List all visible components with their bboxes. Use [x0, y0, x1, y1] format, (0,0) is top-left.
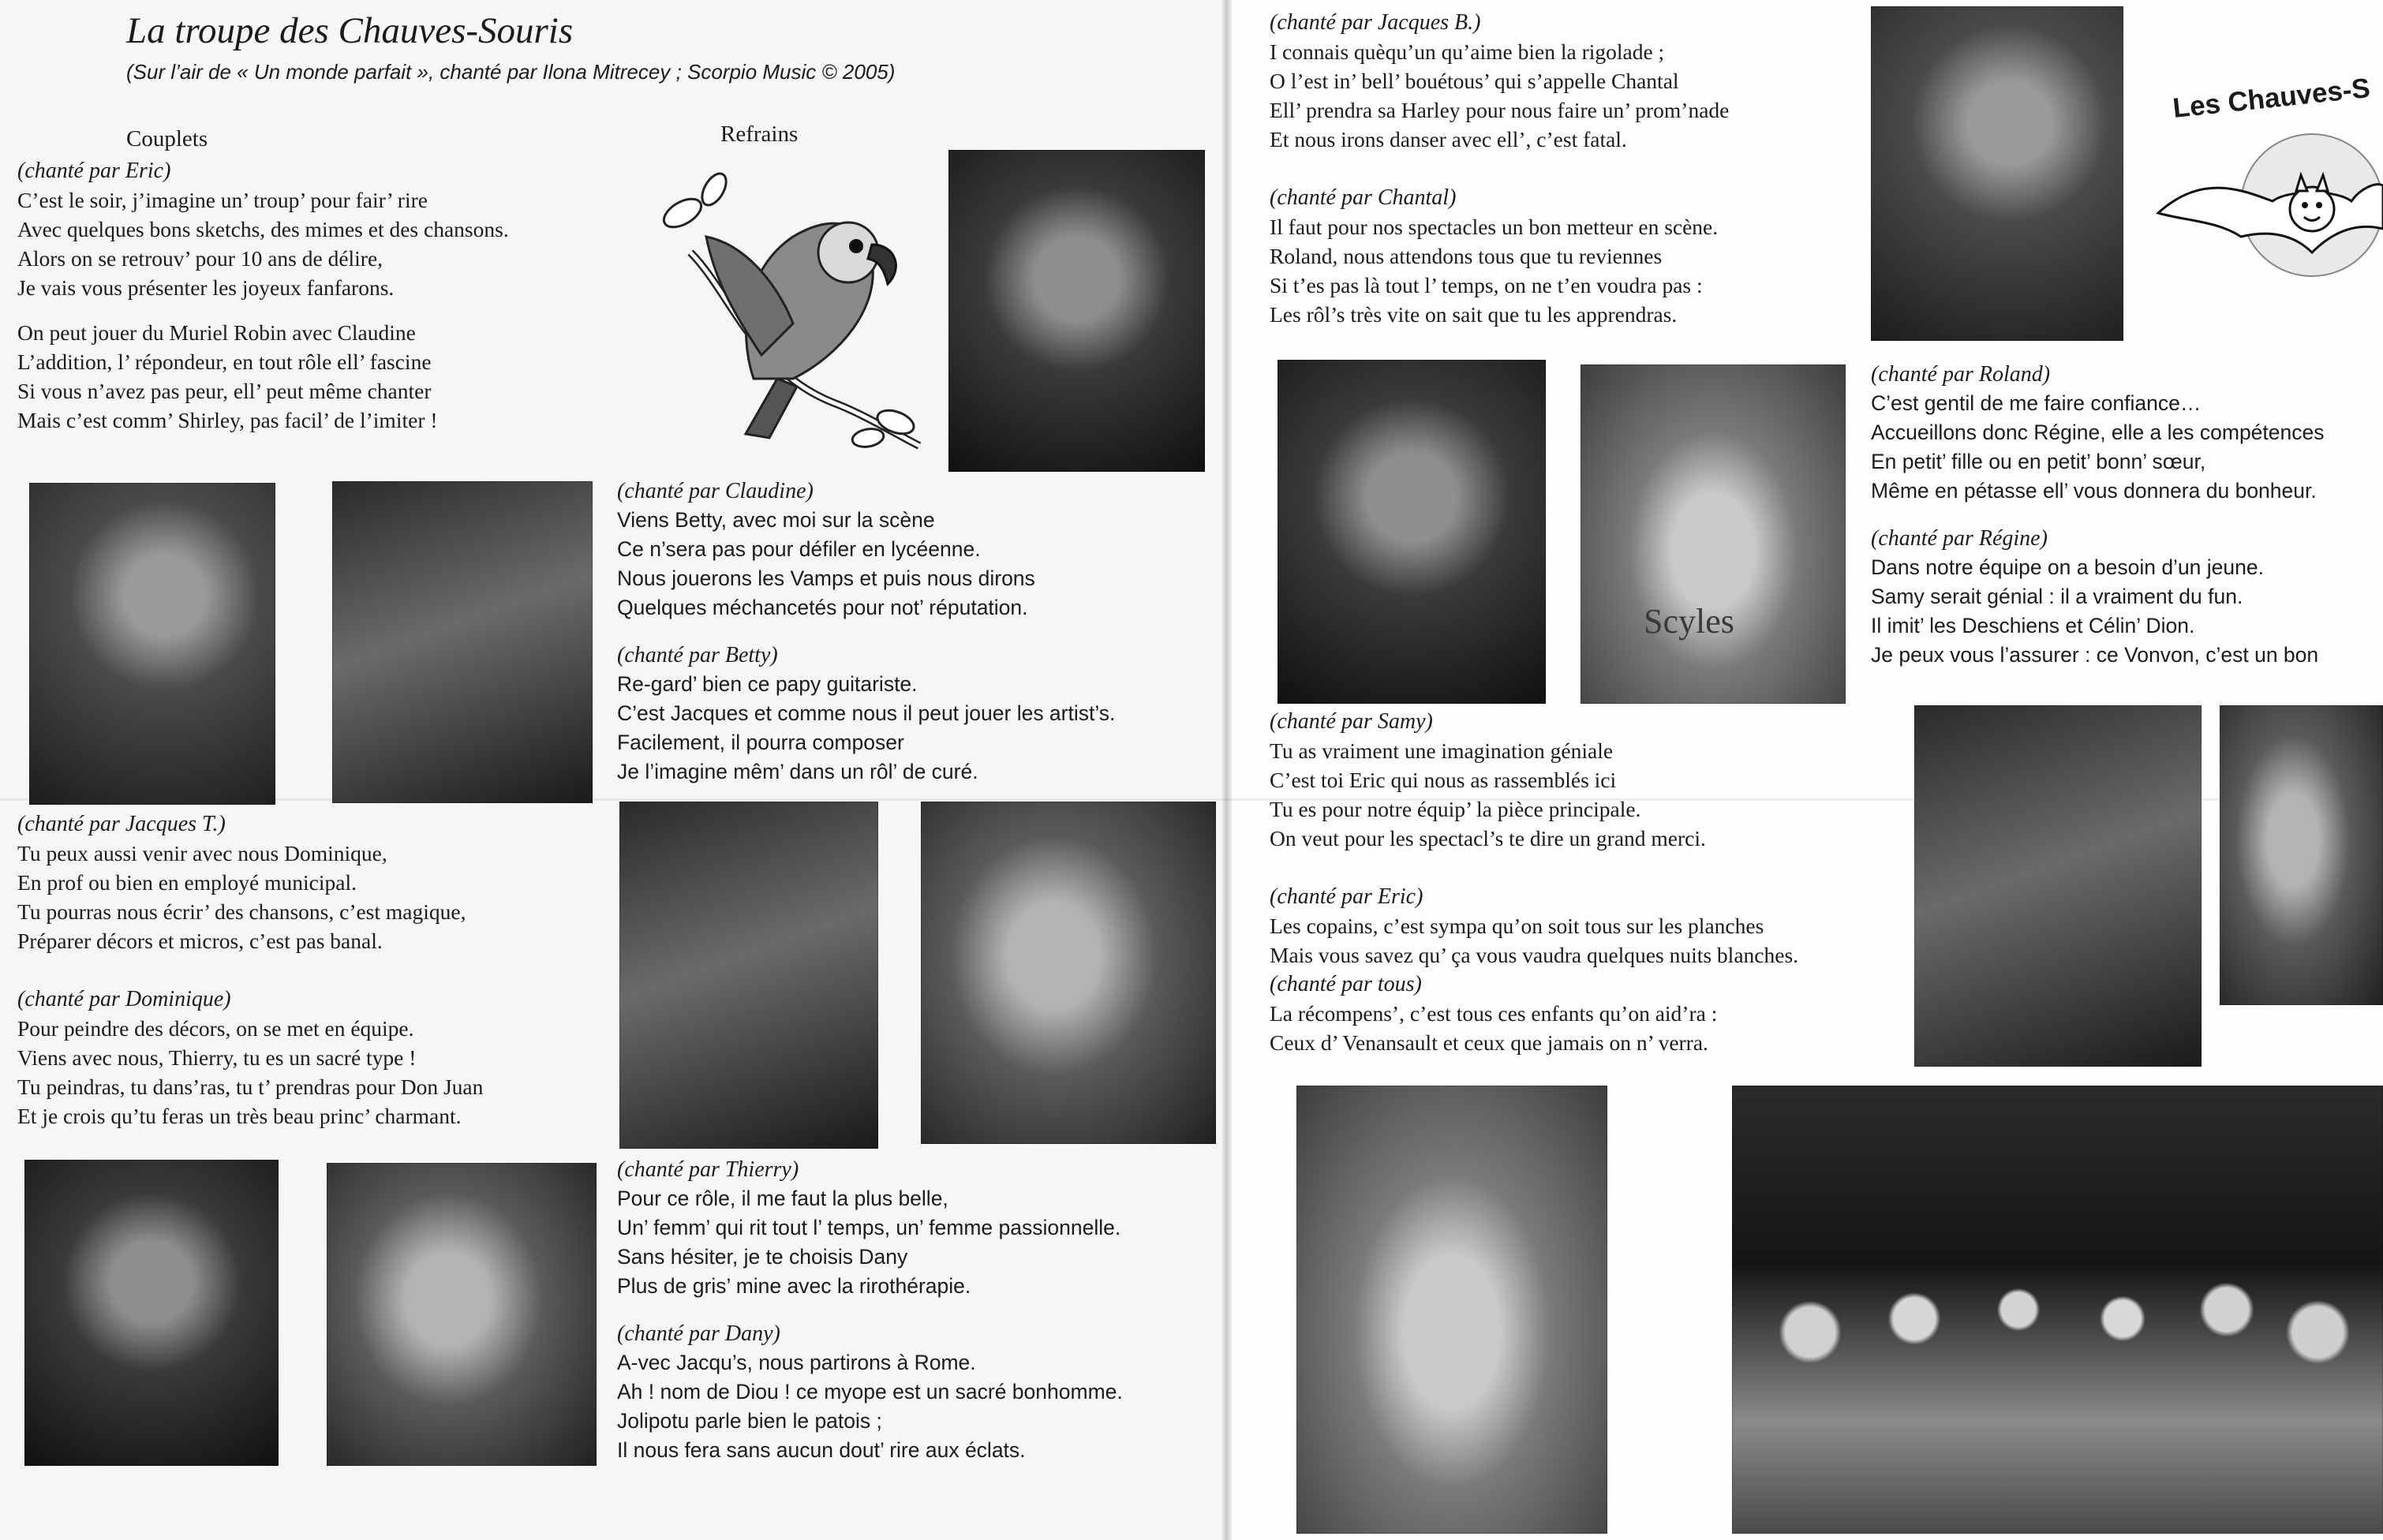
lyric-line: On peut jouer du Muriel Robin avec Claudine [17, 320, 416, 345]
lyric-line: Tu peindras, tu dans’ras, tu t’ prendras pour Don Juan [17, 1075, 484, 1099]
singer-label: (chanté par Jacques B.) [1270, 10, 1481, 35]
refrain-regine [1871, 524, 2318, 670]
lyric-line: Nous jouerons les Vamps et puis nous dirons [617, 566, 1035, 590]
lyric-line: Tu es pour notre équip’ la pièce principale. [1270, 797, 1641, 821]
singer-label: (chanté par Dany) [617, 1321, 780, 1346]
lyric-line: Il faut pour nos spectacles un bon metteur en scène. [1270, 215, 1719, 239]
refrain-roland [1871, 360, 2325, 506]
photo-jacques-b-phone [1871, 6, 2123, 341]
lyric-line: Mais c’est comm’ Shirley, pas facil’ de l’imiter ! [17, 408, 438, 432]
photo-chantal [1278, 360, 1546, 704]
refrain-dany [617, 1319, 1123, 1465]
refrain-betty [617, 641, 1115, 787]
lyric-line: Les copains, c’est sympa qu’on soit tous sur les planches [1270, 914, 1764, 938]
lyric-line: Dans notre équipe on a besoin d’un jeune. [1871, 555, 2264, 579]
lyric-line: A-vec Jacqu’s, nous partirons à Rome. [617, 1351, 976, 1374]
photo-jacques-t [332, 481, 593, 803]
lyric-line: Je l’imagine mêm’ dans un rôl’ de curé. [617, 760, 978, 783]
lyric-line: C’est le soir, j’imagine un’ troup’ pour fair’ rire [17, 188, 428, 212]
singer-label: (chanté par Dominique) [17, 987, 231, 1011]
couplet-eric-final [1270, 882, 1798, 1057]
lyric-line: Ah ! nom de Diou ! ce myope est un sacré bonhomme. [617, 1380, 1123, 1404]
singer-label: (chanté par tous) [1270, 972, 1422, 996]
photo-troupe-group [1732, 1086, 2383, 1534]
lyric-line: C’est Jacques et comme nous il peut jouer les artist’s. [617, 701, 1116, 725]
lyric-line: Facilement, il pourra composer [617, 731, 904, 754]
lyric-line: Pour ce rôle, il me faut la plus belle, [617, 1187, 948, 1210]
photo-claudine [948, 150, 1205, 472]
lyric-line: Samy serait génial : il a vraiment du fun. [1871, 585, 2243, 608]
lyric-line: Ce n’sera pas pour défiler en lycéenne. [617, 537, 981, 561]
lyric-line: Tu as vraiment une imagination géniale [1270, 738, 1614, 763]
page-subtitle: (Sur l’air de « Un monde parfait », chanté par Ilona Mitrecey ; Scorpio Music © 2005) [126, 60, 896, 84]
lyric-line: En prof ou bien en employé municipal. [17, 870, 357, 895]
lyric-line: C’est toi Eric qui nous as rassemblés ici [1270, 768, 1617, 792]
couplet-eric [17, 156, 509, 435]
lyric-line: Un’ femm’ qui rit tout l’ temps, un’ femme passionnelle. [617, 1216, 1121, 1239]
refrain-claudine [617, 477, 1035, 622]
lyric-line: Préparer décors et micros, c’est pas banal. [17, 929, 383, 953]
photo-jacques-b [327, 1163, 597, 1466]
lyric-line: On veut pour les spectacl’s te dire un grand merci. [1270, 826, 1706, 850]
tshirt-print: Scyles [1644, 602, 1734, 641]
lyric-line: Viens Betty, avec moi sur la scène [617, 508, 935, 532]
lyric-line: O l’est in’ bell’ bouétous’ qui s’appelle Chantal [1270, 69, 1679, 93]
photo-roland [1914, 705, 2202, 1067]
photo-dany [921, 802, 1216, 1144]
lyric-line: C’est gentil de me faire confiance… [1871, 391, 2202, 415]
singer-label: (chanté par Claudine) [617, 479, 814, 503]
couplet-dominique [17, 985, 483, 1131]
couplet-jacques-t [17, 809, 466, 955]
lyric-line: Tu pourras nous écrir’ des chansons, c’est magique, [17, 899, 466, 924]
singer-label: (chanté par Samy) [1270, 709, 1433, 734]
singer-label: (chanté par Chantal) [1270, 185, 1457, 210]
bat-logo-icon [2154, 126, 2383, 284]
lyric-line: Avec quelques bons sketchs, des mimes et des chansons. [17, 217, 509, 241]
lyric-line: Et nous irons danser avec ell’, c’est fatal. [1270, 127, 1627, 151]
lyric-line: Ceux d’ Venansault et ceux que jamais on n’ verra. [1270, 1030, 1708, 1055]
lyric-line: Plus de gris’ mine avec la rirothérapie. [617, 1274, 971, 1298]
column-heading-refrains: Refrains [720, 121, 799, 147]
page-title: La troupe des Chauves-Souris [126, 10, 574, 51]
parrot-illustration [659, 166, 927, 450]
troupe-logo-text: Les Chauves-S [2171, 72, 2372, 125]
lyric-line: Sans hésiter, je te choisis Dany [617, 1245, 908, 1269]
lyric-line: Accueillons donc Régine, elle a les compétences [1871, 421, 2325, 444]
lyric-line: Jolipotu parle bien le patois ; [617, 1409, 882, 1433]
photo-samy [1581, 364, 1846, 704]
column-heading-couplets: Couplets [126, 126, 208, 151]
lyric-line: I connais quèqu’un qu’aime bien la rigolade ; [1270, 39, 1665, 64]
couplet-samy [1270, 707, 1706, 853]
lyric-line: Et je crois qu’tu feras un très beau princ’ charmant. [17, 1104, 462, 1128]
photo-regine-facepaint [2220, 705, 2383, 1005]
lyric-line: Si vous n’avez pas peur, ell’ peut même chanter [17, 379, 432, 403]
photo-thierry [619, 802, 878, 1149]
singer-label: (chanté par Jacques T.) [17, 812, 226, 836]
photo-dominique [24, 1160, 279, 1466]
couplet-chantal [1270, 183, 1718, 329]
lyric-line: En petit’ fille ou en petit’ bonn’ sœur, [1871, 450, 2206, 473]
singer-label: (chanté par Betty) [617, 643, 778, 667]
singer-label: (chanté par Eric) [17, 159, 171, 183]
lyric-line: Même en pétasse ell’ vous donnera du bonheur. [1871, 479, 2317, 503]
singer-label: (chanté par Roland) [1871, 362, 2051, 387]
lyric-line: Mais vous savez qu’ ça vous vaudra quelques nuits blanches. [1270, 943, 1799, 967]
singer-label: (chanté par Eric) [1270, 884, 1423, 909]
lyric-line: Si t’es pas là tout l’ temps, on ne t’en voudra pas : [1270, 273, 1703, 297]
lyric-line: Il imit’ les Deschiens et Célin’ Dion. [1871, 614, 2195, 637]
lyric-line: Re-gard’ bien ce papy guitariste. [617, 672, 918, 696]
lyric-line: Ell’ prendra sa Harley pour nous faire un’ prom’nade [1270, 98, 1730, 122]
lyric-line: Roland, nous attendons tous que tu reviennes [1270, 244, 1663, 268]
lyric-line: Alors on se retrouv’ pour 10 ans de délire, [17, 246, 383, 271]
lyric-line: Il nous fera sans aucun dout’ rire aux éclats. [617, 1438, 1026, 1462]
lyric-line: Tu peux aussi venir avec nous Dominique, [17, 841, 387, 865]
photo-eric [29, 483, 275, 805]
singer-label: (chanté par Régine) [1871, 526, 2048, 551]
lyric-line: Viens avec nous, Thierry, tu es un sacré type ! [17, 1045, 417, 1070]
refrain-thierry [617, 1155, 1120, 1301]
photo-children [1296, 1086, 1607, 1534]
lyric-line: Je peux vous l’assurer : ce Vonvon, c’est un bon [1871, 643, 2319, 667]
lyric-line: Pour peindre des décors, on se met en équipe. [17, 1016, 414, 1041]
lyric-line: L’addition, l’ répondeur, en tout rôle ell’ fascine [17, 349, 432, 374]
lyric-line: Quelques méchancetés pour not’ réputation. [617, 596, 1028, 619]
page-fold [1222, 0, 1232, 1540]
couplet-jacques-b [1270, 8, 1729, 154]
lyric-line: Je vais vous présenter les joyeux fanfarons. [17, 275, 395, 300]
singer-label: (chanté par Thierry) [617, 1157, 799, 1182]
lyric-line: La récompens’, c’est tous ces enfants qu’on aid’ra : [1270, 1001, 1718, 1026]
lyric-line: Les rôl’s très vite on sait que tu les apprendras. [1270, 302, 1678, 327]
